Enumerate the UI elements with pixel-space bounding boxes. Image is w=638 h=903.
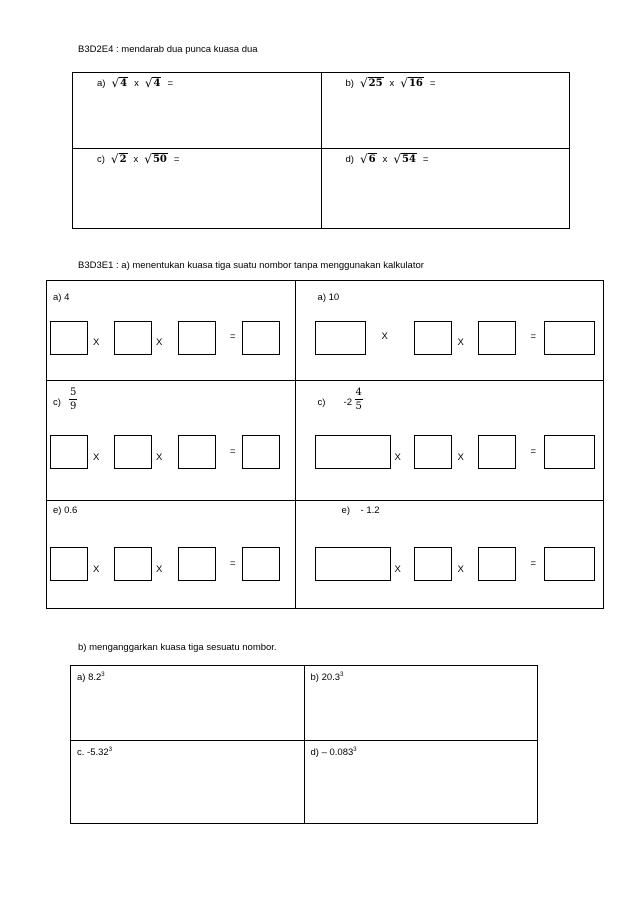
answer-box[interactable]: [114, 435, 152, 469]
times-sign: X: [93, 337, 100, 348]
section3-heading: b) menganggarkan kuasa tiga sesuatu nombor.: [78, 642, 277, 653]
square-root-table: [72, 72, 570, 229]
sqrt-symbol: √ 54: [393, 152, 416, 166]
whole-number: -2: [343, 397, 352, 408]
item-text: d) – 0.083$^3$: [310, 746, 357, 758]
answer-box[interactable]: [178, 435, 216, 469]
cell-label: c): [53, 397, 61, 408]
estimate-cell-b[interactable]: [304, 666, 538, 741]
equals-sign: =: [429, 78, 436, 89]
answer-box[interactable]: [414, 321, 452, 355]
answer-box[interactable]: [50, 321, 88, 355]
sqrt-cell-c[interactable]: [73, 149, 322, 229]
item-text: c. -5.32$^3$: [77, 746, 113, 758]
cell-label: e) 0.6: [53, 505, 78, 516]
answer-box[interactable]: [50, 435, 88, 469]
sqrt-symbol: √ 2: [110, 152, 127, 166]
cube-table: [46, 280, 604, 609]
answer-box[interactable]: [50, 547, 88, 581]
times-sign: x: [382, 154, 388, 165]
times-sign: X: [381, 331, 388, 342]
fraction: $\frac{5}{9}$: [70, 387, 77, 412]
cell-label: e) - 1.2: [341, 505, 380, 516]
item-label: b): [345, 78, 354, 89]
sqrt-symbol: √ 25: [359, 76, 383, 90]
answer-box[interactable]: [414, 547, 452, 581]
cube-cell-c-5-9: [47, 381, 296, 501]
answer-box[interactable]: [178, 321, 216, 355]
sqrt-symbol: √ 16: [400, 76, 423, 90]
equals-sign: =: [230, 558, 236, 569]
times-sign: X: [457, 564, 464, 575]
item-label: a): [97, 78, 106, 89]
cube-cell-a-10: [295, 281, 603, 381]
sqrt-symbol: √ 4: [111, 76, 128, 90]
times-sign: X: [93, 564, 100, 575]
estimate-cube-table: [70, 665, 538, 824]
answer-box[interactable]: [242, 435, 280, 469]
times-sign: X: [457, 452, 464, 463]
cube-cell-e-neg1.2: [295, 501, 603, 609]
sqrt-cell-d[interactable]: [321, 149, 570, 229]
times-sign: X: [457, 337, 464, 348]
answer-box[interactable]: [114, 321, 152, 355]
answer-box[interactable]: [414, 435, 452, 469]
cell-label: a) 4: [53, 292, 70, 303]
answer-box[interactable]: [315, 547, 391, 581]
equals-sign: =: [230, 446, 236, 457]
equals-sign: =: [530, 446, 537, 457]
sqrt-symbol: √ 4: [144, 76, 161, 90]
times-sign: X: [93, 452, 100, 463]
times-sign: X: [156, 564, 163, 575]
section1-heading: B3D2E4 : mendarab dua punca kuasa dua: [78, 44, 258, 55]
equals-sign: =: [530, 331, 537, 342]
answer-box[interactable]: [315, 435, 391, 469]
answer-box[interactable]: [178, 547, 216, 581]
answer-box[interactable]: [478, 435, 516, 469]
sqrt-symbol: √ 50: [144, 152, 167, 166]
cube-cell-e-0.6: [47, 501, 296, 609]
times-sign: X: [394, 452, 401, 463]
sqrt-cell-b[interactable]: [321, 73, 570, 149]
sqrt-cell-a[interactable]: [73, 73, 322, 149]
times-sign: x: [133, 154, 139, 165]
cell-label: a) 10: [317, 292, 340, 303]
answer-box[interactable]: [544, 547, 595, 581]
item-text: a) $8.2^3$: [77, 671, 105, 683]
estimate-cell-c[interactable]: [71, 741, 305, 824]
equals-sign: =: [422, 154, 429, 165]
equals-sign: =: [173, 154, 180, 165]
cube-cell-a-4: [47, 281, 296, 381]
answer-box[interactable]: [544, 435, 595, 469]
sqrt-symbol: √ 6: [359, 152, 376, 166]
answer-box[interactable]: [478, 547, 516, 581]
cube-cell-c-neg2-4-5: [295, 381, 603, 501]
times-sign: x: [134, 78, 139, 89]
estimate-cell-d[interactable]: [304, 741, 538, 824]
times-sign: X: [394, 564, 401, 575]
section2-heading: B3D3E1 : a) menentukan kuasa tiga suatu nombor tanpa menggunakan kalkulator: [78, 260, 424, 271]
answer-box[interactable]: [242, 547, 280, 581]
estimate-cell-a[interactable]: [71, 666, 305, 741]
equals-sign: =: [530, 558, 537, 569]
answer-box[interactable]: [114, 547, 152, 581]
answer-box[interactable]: [315, 321, 366, 355]
answer-box[interactable]: [544, 321, 595, 355]
equals-sign: =: [167, 78, 174, 89]
equals-sign: =: [230, 331, 236, 342]
times-sign: X: [156, 337, 163, 348]
item-label: d): [345, 154, 354, 165]
answer-box[interactable]: [242, 321, 280, 355]
fraction: $\frac{4}{5}$: [355, 387, 362, 412]
item-text: b) 20.3$^3$: [310, 671, 344, 683]
times-sign: x: [389, 78, 395, 89]
item-label: c): [97, 154, 105, 165]
answer-box[interactable]: [478, 321, 516, 355]
times-sign: X: [156, 452, 163, 463]
cell-label: c): [317, 397, 326, 408]
